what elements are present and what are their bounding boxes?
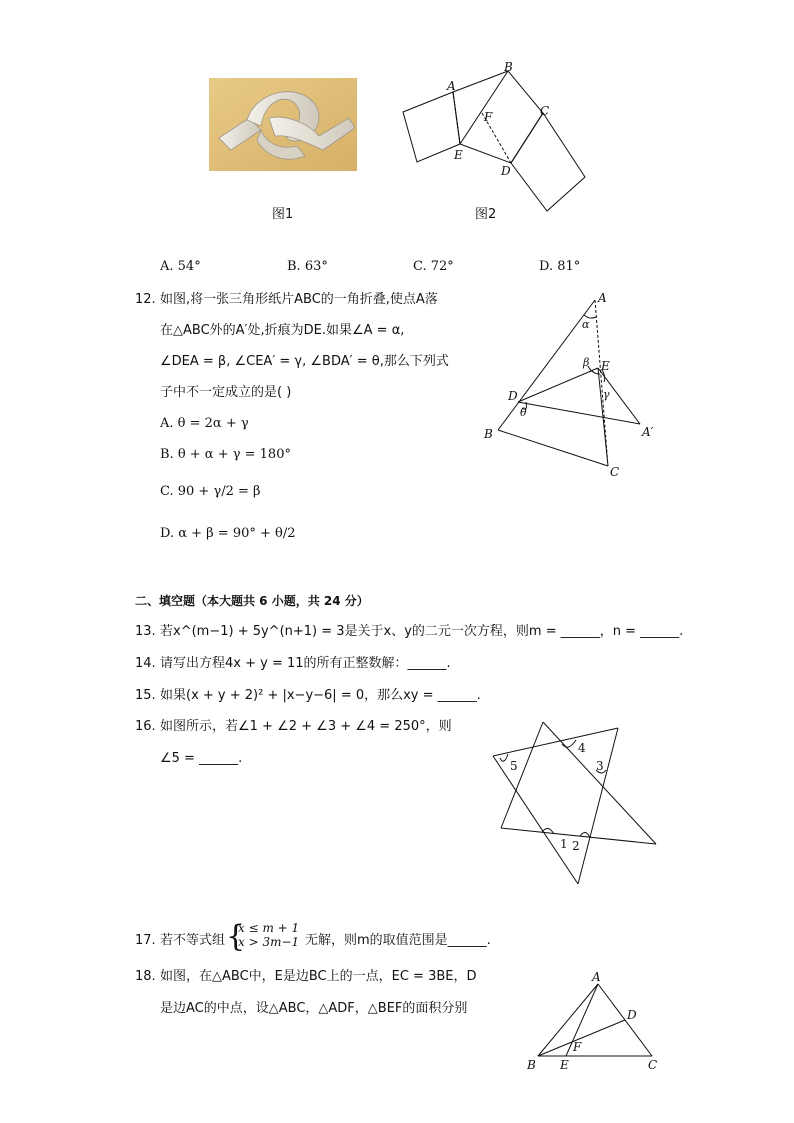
q12-option-c: C. 90 + γ/2 = β xyxy=(160,484,261,499)
q15-number: 15. xyxy=(135,688,156,703)
q17-system-line-1: x ≤ m + 1 xyxy=(238,921,300,935)
q12-fig-label-alpha: α xyxy=(582,318,590,331)
q18-fig-label-e: E xyxy=(560,1058,569,1072)
q16-fig-label-5: 5 xyxy=(510,759,518,773)
q11-choice-d: D. 81° xyxy=(539,259,581,274)
q17-brace: { xyxy=(226,919,246,954)
q12-fig-label-beta: β xyxy=(583,356,590,369)
q12-fig-label-gamma: γ xyxy=(603,388,610,401)
q17-pre: 若不等式组 xyxy=(160,933,226,948)
q18-line-2: 是边AC的中点，设△ABC，△ADF，△BEF的面积分别 xyxy=(160,1001,468,1016)
q12-option-b: B. θ + α + γ = 180° xyxy=(160,447,291,462)
q16-fig-label-1: 1 xyxy=(560,837,568,851)
q16-line-1: 如图所示，若∠1 + ∠2 + ∠3 + ∠4 = 250°，则 xyxy=(160,719,452,734)
q13-text: 若x^(m−1) + 5y^(n+1) = 3是关于x、y的二元一次方程，则m = ______，n = ______. xyxy=(160,624,684,639)
q18-fig-label-c: C xyxy=(648,1058,658,1072)
q14-text: 请写出方程4x + y = 11的所有正整数解：______. xyxy=(160,656,451,671)
q17-system-line-2: x > 3m−1 xyxy=(238,935,300,949)
q12-fig-label-c: C xyxy=(610,465,620,479)
fig2-label-b: B xyxy=(504,60,513,74)
q16-line-2: ∠5 = ______. xyxy=(160,751,243,766)
q11-choice-c: C. 72° xyxy=(413,259,454,274)
q18-fig-label-f: F xyxy=(573,1040,582,1054)
q12-fig-label-d: D xyxy=(508,389,518,403)
q12-fig-label-e: E xyxy=(601,359,610,373)
q12-fig-label-b: B xyxy=(484,427,493,441)
q15-text: 如果(x + y + 2)² + |x−y−6| = 0，那么xy = ______. xyxy=(160,688,481,703)
fig2-label-e: E xyxy=(454,148,463,162)
q11-choice-b: B. 63° xyxy=(287,259,328,274)
q12-line-2: 在△ABC外的A′处,折痕为DE.如果∠A = α, xyxy=(160,323,405,338)
q12-line-1: 如图,将一张三角形纸片ABC的一角折叠,使点A落 xyxy=(160,292,438,307)
figure-2-caption: 图2 xyxy=(475,207,497,222)
q16-number: 16. xyxy=(135,719,156,734)
q18-fig-label-a: A xyxy=(592,970,601,984)
q14-number: 14. xyxy=(135,656,156,671)
q18-fig-label-b: B xyxy=(527,1058,536,1072)
q12-fig-label-theta: θ xyxy=(520,406,527,419)
q12-option-a: A. θ = 2α + γ xyxy=(160,416,249,431)
q18-number: 18. xyxy=(135,969,156,984)
q12-triangle-figure xyxy=(478,290,668,480)
figure-1-photo xyxy=(209,78,357,171)
q17-post: 无解，则m的取值范围是______. xyxy=(305,933,491,948)
q12-option-d: D. α + β = 90° + θ/2 xyxy=(160,526,296,541)
q16-fig-label-3: 3 xyxy=(596,759,604,773)
q12-number: 12. xyxy=(135,292,156,307)
q17-number: 17. xyxy=(135,933,156,948)
fig2-label-a: A xyxy=(447,79,456,93)
q16-fig-label-4: 4 xyxy=(578,741,586,755)
fig2-label-d: D xyxy=(501,164,511,178)
q16-star-figure xyxy=(488,716,664,888)
q18-fig-label-d: D xyxy=(627,1008,637,1022)
section-2-title: 二、填空题（本大题共 6 小题，共 24 分） xyxy=(135,594,369,608)
q12-line-3: ∠DEA = β, ∠CEA′ = γ, ∠BDA′ = θ,那么下列式 xyxy=(160,354,449,369)
figure-1-caption: 图1 xyxy=(272,207,294,222)
fig2-label-c: C xyxy=(540,104,550,118)
q18-triangle-figure xyxy=(522,968,670,1076)
q11-choice-a: A. 54° xyxy=(160,259,201,274)
q12-line-4: 子中不一定成立的是( ) xyxy=(160,385,292,400)
fig2-label-f: F xyxy=(484,110,493,124)
q12-fig-label-a: A xyxy=(598,291,607,305)
q12-fig-label-a-prime: A′ xyxy=(642,425,654,439)
q16-fig-label-2: 2 xyxy=(572,839,580,853)
q13-number: 13. xyxy=(135,624,156,639)
q18-line-1: 如图，在△ABC中，E是边BC上的一点，EC = 3BE，D xyxy=(160,969,477,984)
figure-2-diagram xyxy=(395,55,595,220)
